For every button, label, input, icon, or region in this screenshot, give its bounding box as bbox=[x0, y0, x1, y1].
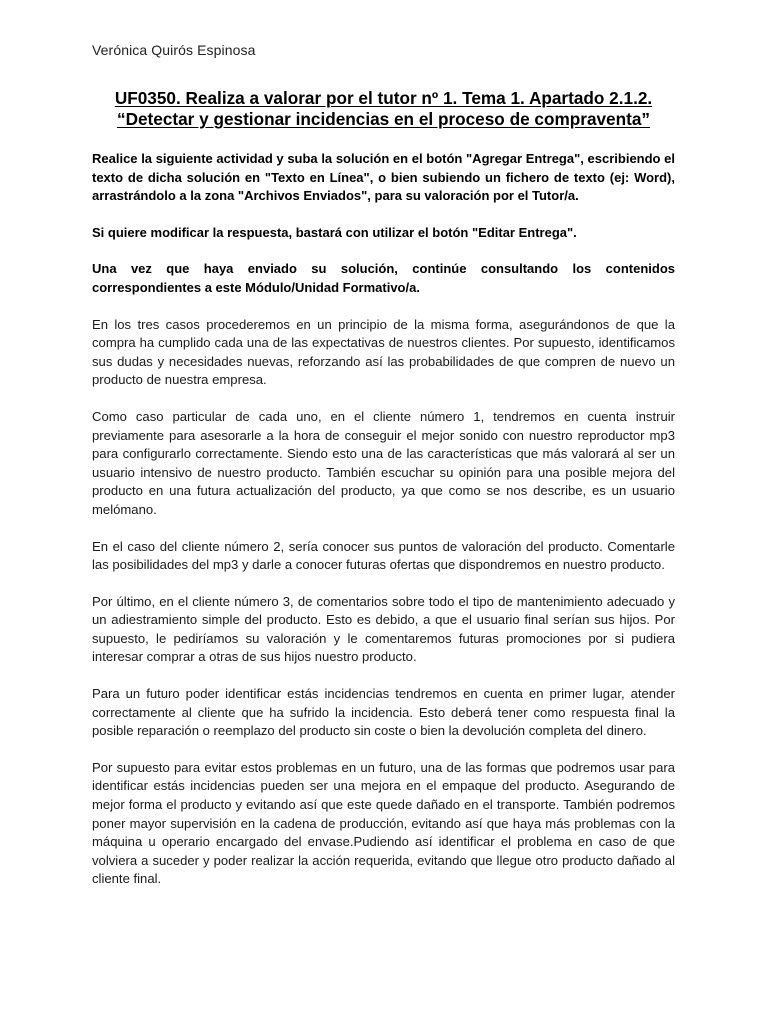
body-paragraph: En los tres casos procederemos en un principio de la misma forma, asegurándonos de que la compra ha cumplido cada una de las expectativas de nuestros clientes. Por supuesto, identificamos sus dudas y necesidades nuevas, reforzando así las probabilidades de que compren de nuevo un producto de nuestra empresa. bbox=[92, 316, 675, 388]
instruction-paragraph: Si quiere modificar la respuesta, bastará con utilizar el botón "Editar Entrega". bbox=[92, 224, 577, 240]
document-body bbox=[92, 150, 675, 907]
body-paragraph: Por último, en el cliente número 3, de comentarios sobre todo el tipo de mantenimiento adecuado y un adiestramiento simple del producto. Esto es debido, a que el usuario final serían sus hijos. Por supuesto, le pediríamos su valoración y le comentaremos futuras promociones por si pudiera interesar comprar a otras de sus hijos nuestro producto. bbox=[92, 593, 675, 665]
document-title bbox=[92, 88, 675, 130]
author-name: Verónica Quirós Espinosa bbox=[92, 42, 256, 58]
instruction-paragraph: Realice la siguiente actividad y suba la solución en el botón "Agregar Entrega", escribiendo el texto de dicha solución en "Texto en Línea", o bien subiendo un fichero de texto (ej: Word), arrastrándolo a la zona "Archivos Enviados", para su valoración por el Tutor/a. bbox=[92, 151, 675, 204]
title-line-2: “Detectar y gestionar incidencias en el proceso de compraventa” bbox=[116, 109, 650, 129]
title-line-1: UF0350. Realiza a valorar por el tutor nº 1. Tema 1. Apartado 2.1.2. bbox=[114, 88, 653, 108]
body-paragraph: Por supuesto para evitar estos problemas en un futuro, una de las formas que podremos usar para identificar estás incidencias pueden ser una mejora en el empaque del producto. Asegurando de mejor forma el producto y evitando así que este quede dañado en el transporte. También podremos poner mayor supervisión en la cadena de producción, evitando así que haya más problemas con la máquina u operario encargado del envase.Pudiendo así identificar el problema en caso de que volviera a suceder y poder realizar la acción requerida, evitando que llegue otro producto dañado al cliente final. bbox=[92, 759, 675, 887]
body-paragraph: Para un futuro poder identificar estás incidencias tendremos en cuenta en primer lugar, atender correctamente al cliente que ha sufrido la incidencia. Esto deberá tener como respuesta final la posible reparación o reemplazo del producto sin coste o bien la devolución completa del dinero. bbox=[92, 686, 675, 739]
body-paragraph: Como caso particular de cada uno, en el cliente número 1, tendremos en cuenta instruir previamente para asesorarle a la hora de conseguir el mejor sonido con nuestro reproductor mp3 para configurarlo correctamente. Siendo esto una de las características que más valorará al ser un usuario intensivo de nuestro producto. También escuchar su opinión para una posible mejora del producto en una futura actualización del producto, ya que como se nos describe, es un usuario melómano. bbox=[92, 408, 675, 517]
body-paragraph: En el caso del cliente número 2, sería conocer sus puntos de valoración del producto. Comentarle las posibilidades del mp3 y darle a conocer futuras ofertas que dispondremos en nuestro producto. bbox=[92, 538, 675, 573]
instruction-paragraph: Una vez que haya enviado su solución, continúe consultando los contenidos correspondientes a este Módulo/Unidad Formativo/a. bbox=[92, 261, 675, 295]
